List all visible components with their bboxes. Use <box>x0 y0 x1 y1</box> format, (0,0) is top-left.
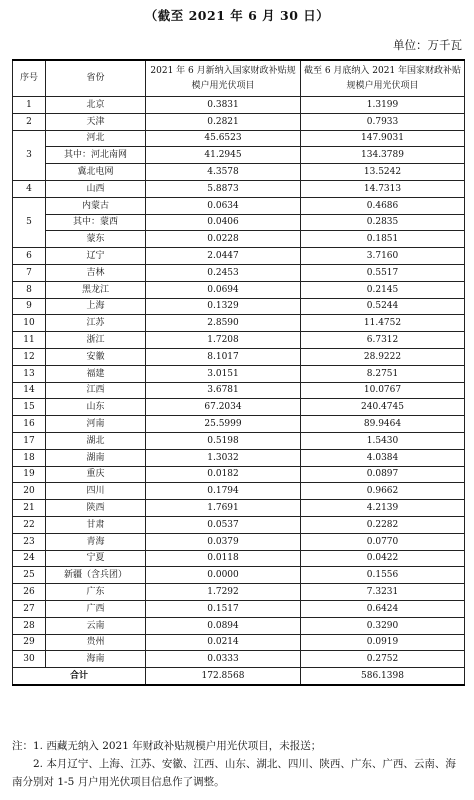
cell-cumulative: 0.3290 <box>301 617 465 634</box>
cell-seq: 6 <box>13 248 46 265</box>
cell-cumulative: 7.3231 <box>301 584 465 601</box>
cell-new-added: 1.7691 <box>146 500 301 517</box>
cell-seq: 25 <box>13 567 46 584</box>
cell-new-added: 8.1017 <box>146 348 301 365</box>
cell-province: 河南 <box>46 416 146 433</box>
cell-province: 山西 <box>46 180 146 197</box>
cell-seq: 18 <box>13 449 46 466</box>
table-row <box>13 600 465 617</box>
cell-cumulative: 0.1851 <box>301 231 465 248</box>
table-row <box>13 130 465 147</box>
cell-province: 广西 <box>46 600 146 617</box>
cell-new-added: 3.6781 <box>146 382 301 399</box>
table-row <box>13 399 465 416</box>
table-row <box>13 416 465 433</box>
cell-cumulative: 0.0897 <box>301 466 465 483</box>
pv-capacity-table <box>12 59 465 686</box>
cell-cumulative: 0.7933 <box>301 113 465 130</box>
table-row <box>13 365 465 382</box>
cell-cumulative: 0.5244 <box>301 298 465 315</box>
cell-province: 辽宁 <box>46 248 146 265</box>
cell-province: 吉林 <box>46 264 146 281</box>
cell-cumulative: 0.2282 <box>301 516 465 533</box>
cell-province: 其中：河北南网 <box>46 147 146 164</box>
cell-province: 黑龙江 <box>46 281 146 298</box>
cell-cumulative: 14.7313 <box>301 180 465 197</box>
cell-cumulative: 0.5517 <box>301 264 465 281</box>
cell-new-added: 0.0182 <box>146 466 301 483</box>
cell-province: 浙江 <box>46 332 146 349</box>
cell-new-added: 0.2453 <box>146 264 301 281</box>
cell-cumulative: 8.2751 <box>301 365 465 382</box>
table-row <box>13 651 465 668</box>
cell-cumulative: 0.9662 <box>301 483 465 500</box>
cell-cumulative: 6.7312 <box>301 332 465 349</box>
cell-cumulative: 0.4686 <box>301 197 465 214</box>
cell-seq: 9 <box>13 298 46 315</box>
cell-seq: 8 <box>13 281 46 298</box>
cell-seq: 24 <box>13 550 46 567</box>
cell-province: 北京 <box>46 97 146 114</box>
footnote-1: 注：1. 西藏无纳入 2021 年财政补贴规模户用光伏项目，未报送； <box>12 740 322 752</box>
cell-new-added: 0.1794 <box>146 483 301 500</box>
cell-new-added: 41.2945 <box>146 147 301 164</box>
cell-new-added: 0.0214 <box>146 634 301 651</box>
table-row <box>13 516 465 533</box>
cell-seq: 2 <box>13 113 46 130</box>
cell-seq: 11 <box>13 332 46 349</box>
cell-cumulative: 0.6424 <box>301 600 465 617</box>
cell-new-added: 0.0894 <box>146 617 301 634</box>
cell-province: 陕西 <box>46 500 146 517</box>
cell-province: 宁夏 <box>46 550 146 567</box>
cell-new-added: 1.3032 <box>146 449 301 466</box>
footnotes <box>12 737 464 791</box>
cell-seq: 26 <box>13 584 46 601</box>
cell-new-added: 45.6523 <box>146 130 301 147</box>
header-province: 省份 <box>46 60 146 97</box>
table-row <box>13 164 465 181</box>
cell-cumulative: 11.4752 <box>301 315 465 332</box>
cell-seq: 20 <box>13 483 46 500</box>
cell-seq: 4 <box>13 180 46 197</box>
cell-province: 甘肃 <box>46 516 146 533</box>
cell-province: 云南 <box>46 617 146 634</box>
cell-total-label: 合计 <box>13 668 146 685</box>
cell-seq: 7 <box>13 264 46 281</box>
cell-new-added: 4.3578 <box>146 164 301 181</box>
cell-cumulative: 0.2752 <box>301 651 465 668</box>
cell-province: 重庆 <box>46 466 146 483</box>
cell-new-added: 0.0228 <box>146 231 301 248</box>
table-row <box>13 500 465 517</box>
cell-province: 上海 <box>46 298 146 315</box>
cell-province: 山东 <box>46 399 146 416</box>
cell-seq: 12 <box>13 348 46 365</box>
cell-cumulative: 0.2835 <box>301 214 465 231</box>
cell-new-added: 0.2821 <box>146 113 301 130</box>
table-header-row <box>13 60 465 97</box>
cell-new-added: 2.0447 <box>146 248 301 265</box>
cell-seq: 30 <box>13 651 46 668</box>
cell-new-added: 0.0634 <box>146 197 301 214</box>
table-row <box>13 382 465 399</box>
table-row <box>13 533 465 550</box>
table-row <box>13 231 465 248</box>
cell-new-added: 0.0118 <box>146 550 301 567</box>
cell-new-added: 0.0406 <box>146 214 301 231</box>
cell-new-added: 0.5198 <box>146 432 301 449</box>
header-new-added: 2021 年 6 月新纳入国家财政补贴规模户用光伏项目 <box>146 60 301 97</box>
cell-new-added: 3.0151 <box>146 365 301 382</box>
table-total-row <box>13 668 465 685</box>
header-seq: 序号 <box>13 60 46 97</box>
cell-seq: 15 <box>13 399 46 416</box>
cell-new-added: 0.0333 <box>146 651 301 668</box>
cell-province: 贵州 <box>46 634 146 651</box>
cell-new-added: 0.0379 <box>146 533 301 550</box>
table-row <box>13 147 465 164</box>
cell-cumulative: 147.9031 <box>301 130 465 147</box>
cell-new-added: 0.1329 <box>146 298 301 315</box>
cell-cumulative: 4.0384 <box>301 449 465 466</box>
cell-total-cumulative: 586.1398 <box>301 668 465 685</box>
cell-new-added: 67.2034 <box>146 399 301 416</box>
table-row <box>13 180 465 197</box>
cell-new-added: 25.5999 <box>146 416 301 433</box>
cell-province: 内蒙古 <box>46 197 146 214</box>
table-row <box>13 248 465 265</box>
table-row <box>13 466 465 483</box>
cell-seq: 10 <box>13 315 46 332</box>
cell-province: 新疆（含兵团） <box>46 567 146 584</box>
cell-province: 广东 <box>46 584 146 601</box>
cell-seq: 22 <box>13 516 46 533</box>
cell-province: 其中：蒙西 <box>46 214 146 231</box>
cell-new-added: 0.3831 <box>146 97 301 114</box>
cell-seq: 1 <box>13 97 46 114</box>
cell-new-added: 0.0694 <box>146 281 301 298</box>
cell-seq: 14 <box>13 382 46 399</box>
cell-new-added: 0.0000 <box>146 567 301 584</box>
cell-new-added: 0.0537 <box>146 516 301 533</box>
cell-province: 海南 <box>46 651 146 668</box>
table-row <box>13 332 465 349</box>
table-row <box>13 281 465 298</box>
cell-cumulative: 89.9464 <box>301 416 465 433</box>
cell-province: 湖北 <box>46 432 146 449</box>
cell-seq: 17 <box>13 432 46 449</box>
cell-seq: 19 <box>13 466 46 483</box>
cell-cumulative: 1.5430 <box>301 432 465 449</box>
cell-cumulative: 134.3789 <box>301 147 465 164</box>
table-row <box>13 214 465 231</box>
cell-seq: 16 <box>13 416 46 433</box>
table-row <box>13 617 465 634</box>
cell-province: 福建 <box>46 365 146 382</box>
header-cumulative: 截至 6 月底纳入 2021 年国家财政补贴规模户用光伏项目 <box>301 60 465 97</box>
cell-seq: 23 <box>13 533 46 550</box>
cell-cumulative: 4.2139 <box>301 500 465 517</box>
cell-new-added: 5.8873 <box>146 180 301 197</box>
cell-cumulative: 13.5242 <box>301 164 465 181</box>
table-row <box>13 298 465 315</box>
cell-province: 天津 <box>46 113 146 130</box>
cell-total-new-added: 172.8568 <box>146 668 301 685</box>
table-row <box>13 264 465 281</box>
cell-cumulative: 28.9222 <box>301 348 465 365</box>
cell-new-added: 0.1517 <box>146 600 301 617</box>
cell-seq: 13 <box>13 365 46 382</box>
cell-province: 青海 <box>46 533 146 550</box>
table-row <box>13 432 465 449</box>
cell-province: 安徽 <box>46 348 146 365</box>
table-row <box>13 197 465 214</box>
table-row <box>13 348 465 365</box>
cell-province: 江西 <box>46 382 146 399</box>
table-row <box>13 315 465 332</box>
cell-cumulative: 240.4745 <box>301 399 465 416</box>
cell-province: 蒙东 <box>46 231 146 248</box>
cell-province: 冀北电网 <box>46 164 146 181</box>
cell-new-added: 1.7292 <box>146 584 301 601</box>
table-row <box>13 550 465 567</box>
cell-province: 河北 <box>46 130 146 147</box>
cell-new-added: 2.8590 <box>146 315 301 332</box>
cell-cumulative: 0.0919 <box>301 634 465 651</box>
cell-seq: 27 <box>13 600 46 617</box>
cell-new-added: 1.7208 <box>146 332 301 349</box>
cell-cumulative: 0.1556 <box>301 567 465 584</box>
table-row <box>13 634 465 651</box>
table-row <box>13 97 465 114</box>
cell-seq: 21 <box>13 500 46 517</box>
cell-cumulative: 10.0767 <box>301 382 465 399</box>
cell-cumulative: 0.0422 <box>301 550 465 567</box>
cell-cumulative: 0.0770 <box>301 533 465 550</box>
unit-label: 单位：万千瓦 <box>393 38 462 52</box>
cell-seq: 3 <box>13 130 46 180</box>
table-row <box>13 584 465 601</box>
cell-province: 湖南 <box>46 449 146 466</box>
cell-cumulative: 3.7160 <box>301 248 465 265</box>
cell-province: 四川 <box>46 483 146 500</box>
cell-seq: 29 <box>13 634 46 651</box>
table-row <box>13 449 465 466</box>
table-subtitle: （截至 2021 年 6 月 30 日） <box>144 8 330 23</box>
footnote-2: 2. 本月辽宁、上海、江苏、安徽、江西、山东、湖北、四川、陕西、广东、广西、云南、海南分别对 1-5 月户用光伏项目信息作了调整。 <box>12 758 456 788</box>
cell-seq: 5 <box>13 197 46 247</box>
cell-cumulative: 0.2145 <box>301 281 465 298</box>
cell-cumulative: 1.3199 <box>301 97 465 114</box>
table-row <box>13 113 465 130</box>
cell-province: 江苏 <box>46 315 146 332</box>
table-row <box>13 483 465 500</box>
cell-seq: 28 <box>13 617 46 634</box>
table-row <box>13 567 465 584</box>
